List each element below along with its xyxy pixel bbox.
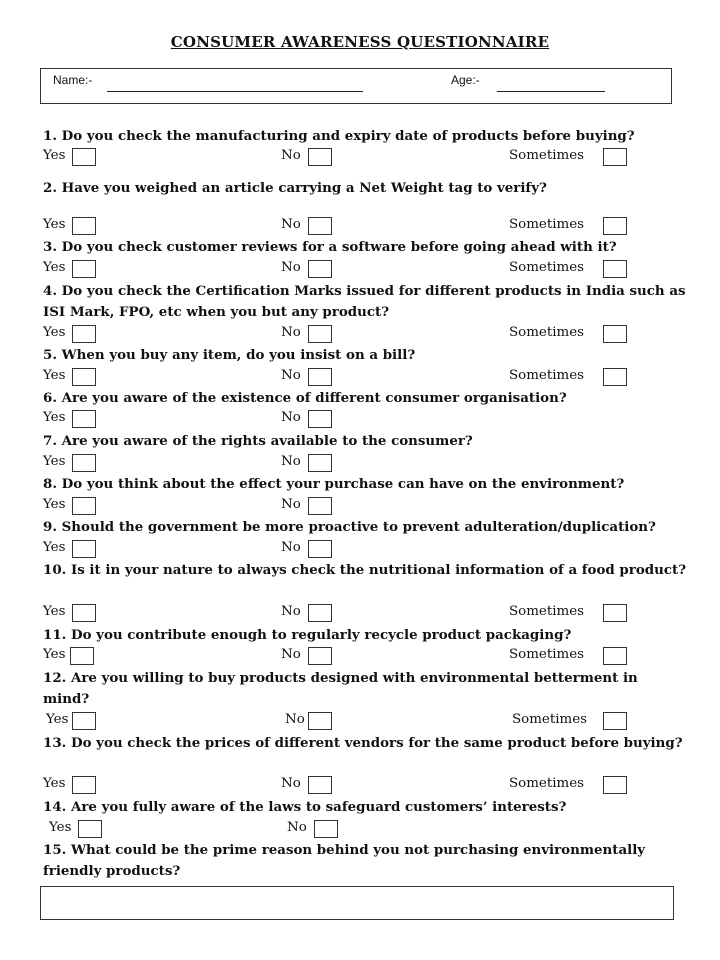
q11-no-label: No [281, 647, 301, 662]
q3-yes-checkbox[interactable] [72, 260, 96, 278]
q9-yes-checkbox[interactable] [72, 540, 96, 558]
question-7-text: 7. Are you aware of the rights available to the consumer? [43, 433, 473, 449]
question-2-text: 2. Have you weighed an article carrying a Net Weight tag to verify? [43, 180, 547, 196]
q5-sometimes-label: Sometimes [509, 368, 585, 383]
q9-yes-label: Yes [43, 540, 66, 555]
q11-sometimes-checkbox[interactable] [603, 647, 627, 665]
q14-no-checkbox[interactable] [314, 820, 338, 838]
q2-yes-label: Yes [43, 217, 66, 232]
question-10-text: 10. Is it in your nature to always check the nutritional information of a food product? [43, 562, 687, 578]
q2-yes-checkbox[interactable] [72, 217, 96, 235]
q12-no-label: No [285, 712, 305, 727]
q12-sometimes-checkbox[interactable] [603, 712, 627, 730]
q13-no-label: No [281, 776, 301, 791]
age-label: Age:- [451, 73, 480, 87]
q10-sometimes-checkbox[interactable] [603, 604, 627, 622]
q2-sometimes-checkbox[interactable] [603, 217, 627, 235]
q8-yes-checkbox[interactable] [72, 497, 96, 515]
question-12-text: 12. Are you willing to buy products designed with environmental betterment in mind? [43, 670, 638, 707]
q12-sometimes-label: Sometimes [512, 712, 588, 727]
q13-no-checkbox[interactable] [308, 776, 332, 794]
name-field[interactable] [107, 91, 363, 92]
question-15-text: 15. What could be the prime reason behind you not purchasing environmentally friendly products? [43, 842, 646, 879]
q12-yes-checkbox[interactable] [72, 712, 96, 730]
q7-no-label: No [281, 454, 301, 469]
question-5-text: 5. When you buy any item, do you insist on a bill? [43, 347, 416, 363]
q6-no-label: No [281, 410, 301, 425]
q12-no-checkbox[interactable] [308, 712, 332, 730]
question-14-text: 14. Are you fully aware of the laws to safeguard customers’ interests? [43, 799, 567, 815]
question-1-text: 1. Do you check the manufacturing and expiry date of products before buying? [43, 128, 635, 144]
question-8-text: 8. Do you think about the effect your purchase can have on the environment? [43, 476, 625, 492]
q10-yes-label: Yes [43, 604, 66, 619]
q4-no-label: No [281, 325, 301, 340]
question-3-text: 3. Do you check customer reviews for a software before going ahead with it? [43, 239, 617, 255]
q9-no-checkbox[interactable] [308, 540, 332, 558]
q8-yes-label: Yes [43, 497, 66, 512]
questionnaire-title: CONSUMER AWARENESS QUESTIONNAIRE [170, 33, 550, 51]
q1-no-checkbox[interactable] [308, 148, 332, 166]
q5-no-label: No [281, 368, 301, 383]
q7-no-checkbox[interactable] [308, 454, 332, 472]
q10-sometimes-label: Sometimes [509, 604, 585, 619]
age-field[interactable] [497, 91, 605, 92]
question-11-text: 11. Do you contribute enough to regularly recycle product packaging? [43, 627, 572, 643]
q3-yes-label: Yes [43, 260, 66, 275]
q10-no-label: No [281, 604, 301, 619]
q8-no-checkbox[interactable] [308, 497, 332, 515]
q4-yes-label: Yes [43, 325, 66, 340]
q8-no-label: No [281, 497, 301, 512]
q1-yes-label: Yes [43, 148, 66, 163]
q7-yes-checkbox[interactable] [72, 454, 96, 472]
q13-yes-checkbox[interactable] [72, 776, 96, 794]
q4-sometimes-label: Sometimes [509, 325, 585, 340]
q14-no-label: No [287, 820, 307, 835]
q6-yes-checkbox[interactable] [72, 410, 96, 428]
q14-yes-label: Yes [49, 820, 72, 835]
q3-sometimes-label: Sometimes [509, 260, 585, 275]
q7-yes-label: Yes [43, 454, 66, 469]
q4-no-checkbox[interactable] [308, 325, 332, 343]
q1-sometimes-checkbox[interactable] [603, 148, 627, 166]
q2-no-label: No [281, 217, 301, 232]
q11-sometimes-label: Sometimes [509, 647, 585, 662]
q5-yes-label: Yes [43, 368, 66, 383]
question-4-text: 4. Do you check the Certification Marks issued for different products in India such as ISI Mark, FPO, etc when you but any product? [43, 283, 686, 320]
q6-no-checkbox[interactable] [308, 410, 332, 428]
q11-yes-checkbox[interactable] [70, 647, 94, 665]
q12-yes-label: Yes [46, 712, 69, 727]
q11-yes-label: Yes [43, 647, 66, 662]
q13-sometimes-checkbox[interactable] [603, 776, 627, 794]
q5-no-checkbox[interactable] [308, 368, 332, 386]
question-13-text: 13. Do you check the prices of different vendors for the same product before buying? [43, 735, 683, 751]
q2-sometimes-label: Sometimes [509, 217, 585, 232]
q10-no-checkbox[interactable] [308, 604, 332, 622]
q9-no-label: No [281, 540, 301, 555]
q13-yes-label: Yes [43, 776, 66, 791]
q1-no-label: No [281, 148, 301, 163]
q14-yes-checkbox[interactable] [78, 820, 102, 838]
q15-answer-field[interactable] [40, 886, 674, 920]
q6-yes-label: Yes [43, 410, 66, 425]
respondent-info-box [40, 68, 672, 104]
q2-no-checkbox[interactable] [308, 217, 332, 235]
q3-sometimes-checkbox[interactable] [603, 260, 627, 278]
question-9-text: 9. Should the government be more proactive to prevent adulteration/duplication? [43, 519, 656, 535]
q3-no-checkbox[interactable] [308, 260, 332, 278]
q4-yes-checkbox[interactable] [72, 325, 96, 343]
q13-sometimes-label: Sometimes [509, 776, 585, 791]
q4-sometimes-checkbox[interactable] [603, 325, 627, 343]
q11-no-checkbox[interactable] [308, 647, 332, 665]
q5-yes-checkbox[interactable] [72, 368, 96, 386]
question-6-text: 6. Are you aware of the existence of different consumer organisation? [43, 390, 567, 406]
q10-yes-checkbox[interactable] [72, 604, 96, 622]
q3-no-label: No [281, 260, 301, 275]
q5-sometimes-checkbox[interactable] [603, 368, 627, 386]
name-label: Name:- [53, 73, 93, 87]
q1-sometimes-label: Sometimes [509, 148, 585, 163]
q1-yes-checkbox[interactable] [72, 148, 96, 166]
